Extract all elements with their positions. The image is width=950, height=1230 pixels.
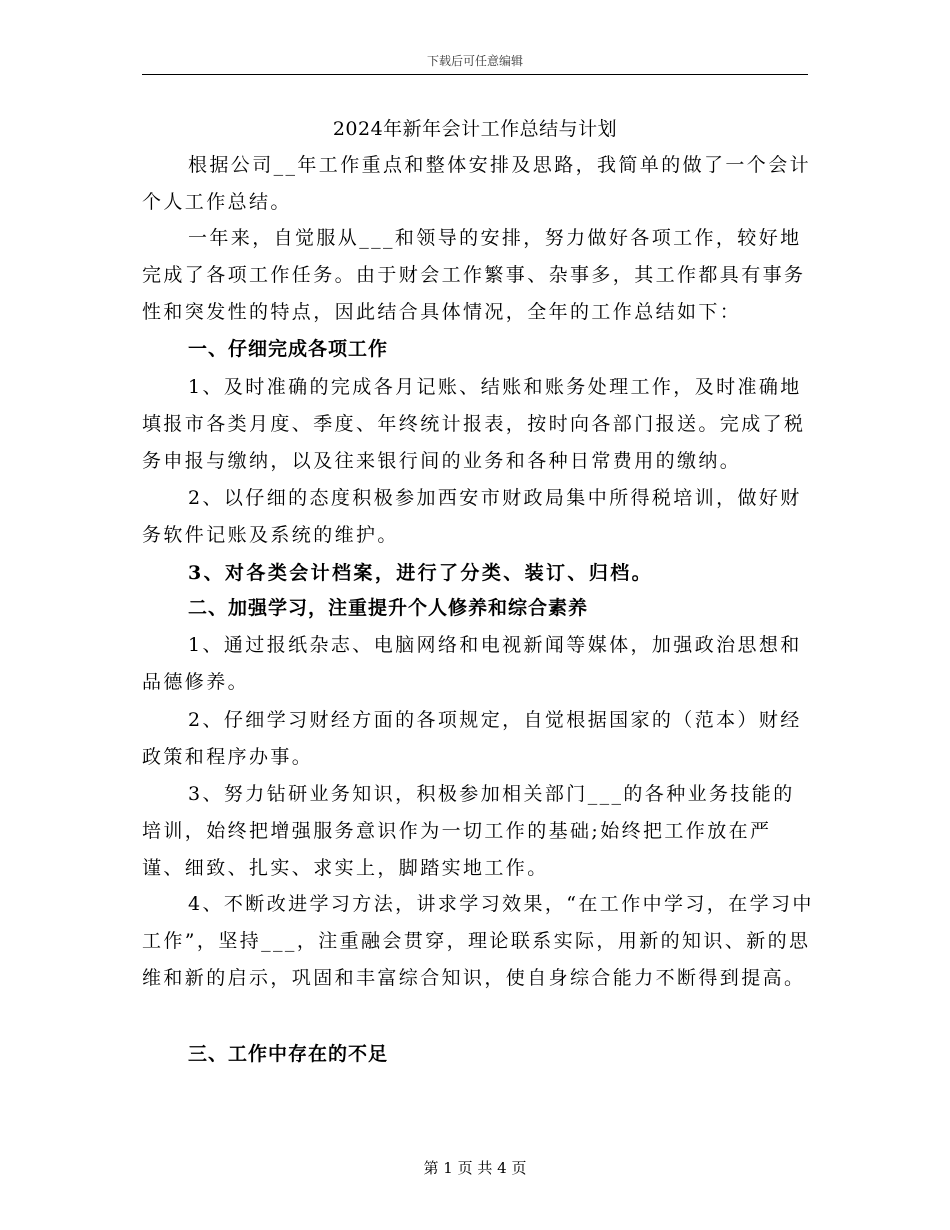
paragraph-2-4: 4、不断改进学习方法，讲求学习效果，“在工作中学习，在学习中工作”，坚持___，注重融会贯穿，理论联系实际，用新的知识、新的思维和新的启示，巩固和丰富综合知识，使自身综合能力不断得到提高。: [142, 893, 814, 989]
document-title: 2024年新年会计工作总结与计划: [332, 118, 618, 140]
paragraph-1-1: 1、及时准确的完成各月记账、结账和账务处理工作，及时准确地填报市各类月度、季度、年终统计报表，按时向各部门报送。完成了税务申报与缴纳，以及往来银行间的业务和各种日常费用的缴纳。: [142, 376, 806, 472]
paragraph-1-3: 3、对各类会计档案，进行了分类、装订、归档。: [188, 562, 654, 584]
paragraph-2-1: 1、通过报纸杂志、电脑网络和电视新闻等媒体，加强政治思想和品德修养。: [142, 634, 802, 693]
paragraph-2-2: 2、仔细学习财经方面的各项规定，自觉根据国家的（范本）财经政策和程序办事。: [142, 709, 802, 768]
section-heading-1: 一、仔细完成各项工作: [188, 338, 389, 360]
page-header: 下载后可任意编辑: [426, 54, 523, 68]
paragraph-1-2: 2、以仔细的态度积极参加西安市财政局集中所得税培训，做好财务软件记账及系统的维护。: [142, 487, 802, 546]
header-divider: [142, 74, 808, 75]
paragraph-intro: 根据公司__年工作重点和整体安排及思路，我简单的做了一个会计个人工作总结。: [142, 154, 812, 213]
section-heading-3: 三、工作中存在的不足: [188, 1043, 389, 1065]
page-footer: 第 1 页 共 4 页: [423, 1159, 527, 1177]
paragraph-overview: 一年来，自觉服从___和领导的安排，努力做好各项工作，较好地完成了各项工作任务。由于财会工作繁事、杂事多，其工作都具有事务性和突发性的特点，因此结合具体情况，全年的工作总结如下：: [142, 227, 806, 323]
paragraph-2-3: 3、努力钻研业务知识，积极参加相关部门___的各种业务技能的培训，始终把增强服务意识作为一切工作的基础;始终把工作放在严谨、细致、扎实、求实上，脚踏实地工作。: [142, 783, 795, 879]
section-heading-2: 二、加强学习，注重提升个人修养和综合素养: [188, 597, 589, 619]
